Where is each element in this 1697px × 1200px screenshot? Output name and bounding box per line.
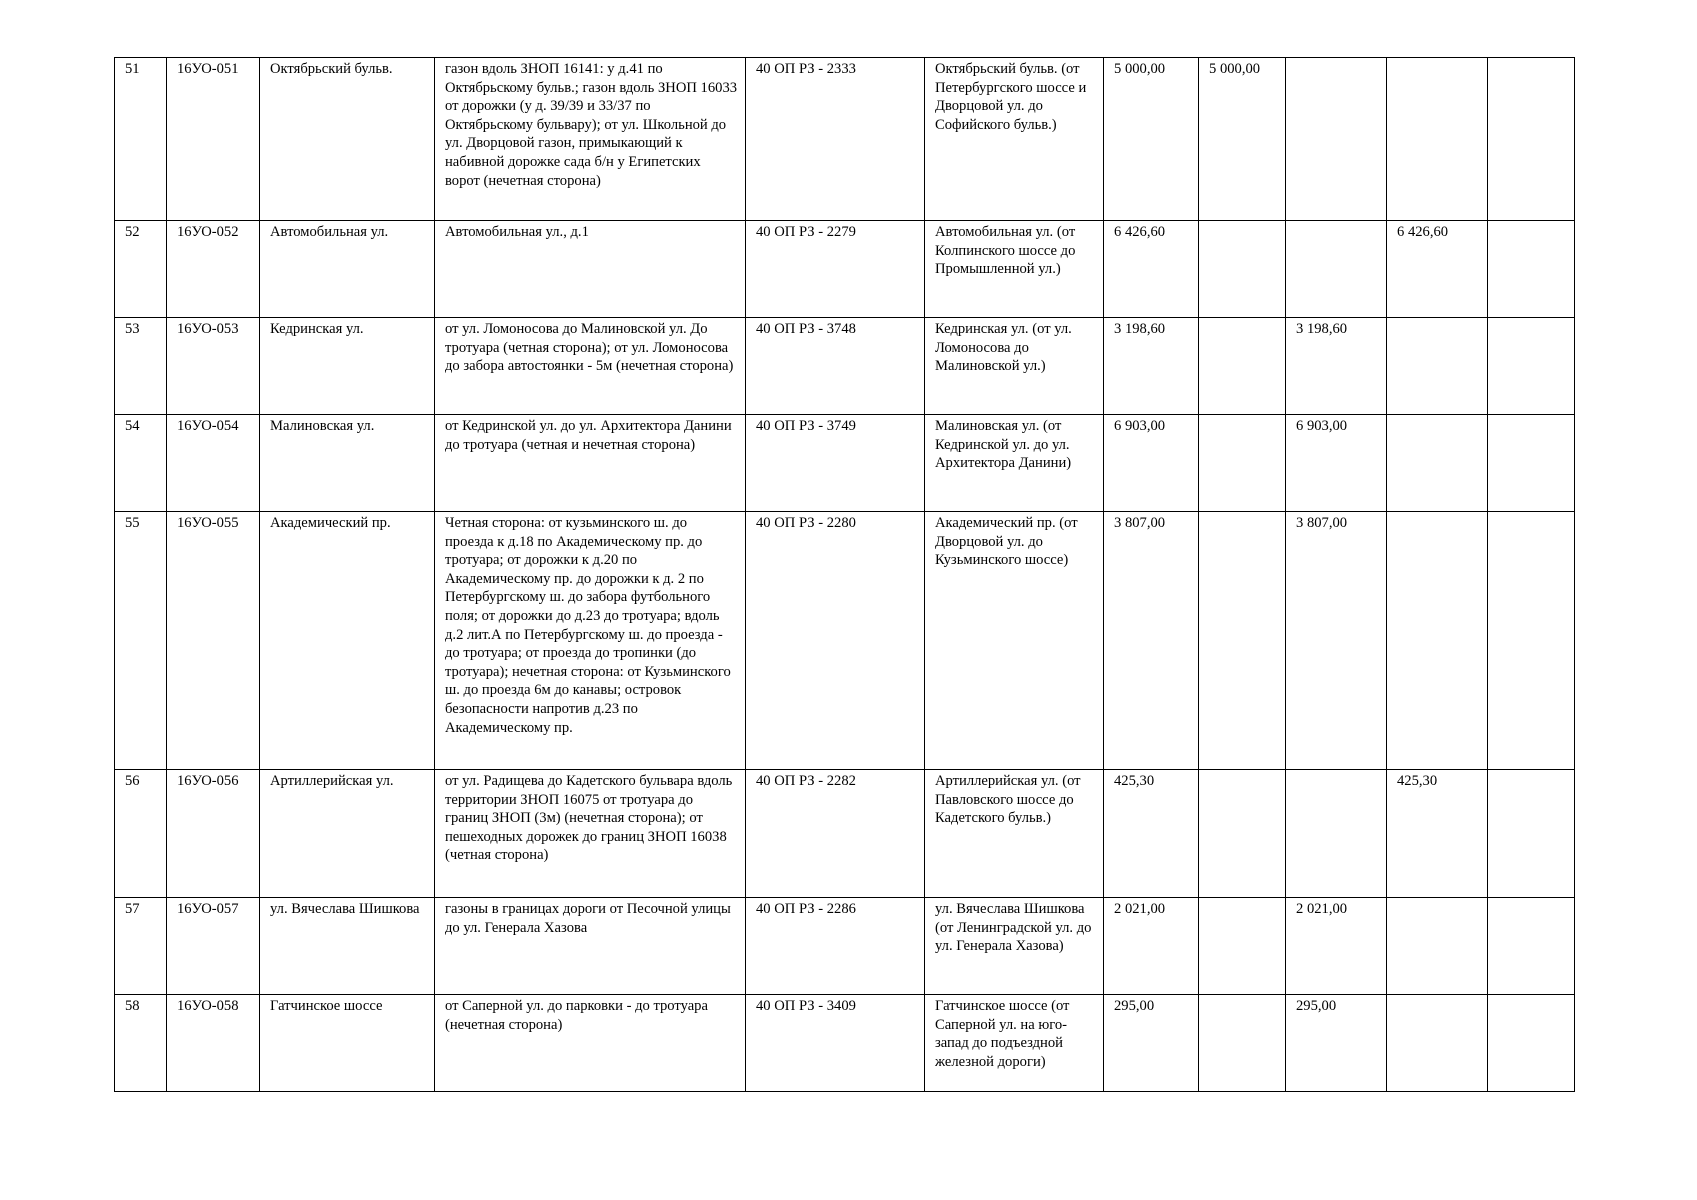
area-total-cell: 6 903,00: [1104, 415, 1199, 512]
area-total-cell: 3 198,60: [1104, 318, 1199, 415]
description-cell: от Кедринской ул. до ул. Архитектора Данини до тротуара (четная и нечетная сторона): [435, 415, 746, 512]
table-row: [115, 898, 1575, 995]
area-total-cell: 295,00: [1104, 995, 1199, 1092]
area-col3-cell: 3 807,00: [1286, 512, 1387, 770]
road-id-cell: 40 ОП РЗ - 2280: [746, 512, 925, 770]
area-col4-cell: [1387, 898, 1488, 995]
area-col3-cell: [1286, 221, 1387, 318]
object-code-cell: 16УО-051: [167, 58, 260, 221]
area-col4-cell: [1387, 58, 1488, 221]
object-code-cell: 16УО-057: [167, 898, 260, 995]
area-col5-cell: [1488, 221, 1575, 318]
table-row: [115, 995, 1575, 1092]
road-id-cell: 40 ОП РЗ - 2282: [746, 770, 925, 898]
area-col5-cell: [1488, 58, 1575, 221]
area-col3-cell: 6 903,00: [1286, 415, 1387, 512]
row-number-cell: 52: [115, 221, 167, 318]
row-number-cell: 55: [115, 512, 167, 770]
road-section-cell: Кедринская ул. (от ул. Ломоносова до Малиновской ул.): [925, 318, 1104, 415]
area-col5-cell: [1488, 770, 1575, 898]
description-cell: от Саперной ул. до парковки - до тротуара (нечетная сторона): [435, 995, 746, 1092]
object-code-cell: 16УО-058: [167, 995, 260, 1092]
row-number-cell: 53: [115, 318, 167, 415]
street-name-cell: Кедринская ул.: [260, 318, 435, 415]
table-row: [115, 58, 1575, 221]
road-section-cell: ул. Вячеслава Шишкова (от Ленинградской ул. до ул. Генерала Хазова): [925, 898, 1104, 995]
object-code-cell: 16УО-055: [167, 512, 260, 770]
row-number-cell: 57: [115, 898, 167, 995]
area-col3-cell: 2 021,00: [1286, 898, 1387, 995]
table-row: [115, 318, 1575, 415]
object-code-cell: 16УО-053: [167, 318, 260, 415]
description-cell: Автомобильная ул., д.1: [435, 221, 746, 318]
road-id-cell: 40 ОП РЗ - 3748: [746, 318, 925, 415]
area-col4-cell: [1387, 318, 1488, 415]
object-code-cell: 16УО-052: [167, 221, 260, 318]
area-total-cell: 2 021,00: [1104, 898, 1199, 995]
description-cell: газоны в границах дороги от Песочной улицы до ул. Генерала Хазова: [435, 898, 746, 995]
table-row: [115, 415, 1575, 512]
area-col4-cell: 425,30: [1387, 770, 1488, 898]
road-section-cell: Гатчинское шоссе (от Саперной ул. на юго-запад до подъездной железной дороги): [925, 995, 1104, 1092]
registry-table: [114, 57, 1575, 1092]
registry-table-body: [115, 58, 1575, 1092]
area-col5-cell: [1488, 318, 1575, 415]
road-section-cell: Автомобильная ул. (от Колпинского шоссе до Промышленной ул.): [925, 221, 1104, 318]
document-page: [114, 57, 1574, 1092]
road-id-cell: 40 ОП РЗ - 3749: [746, 415, 925, 512]
area-col2-cell: [1199, 770, 1286, 898]
area-col2-cell: [1199, 995, 1286, 1092]
area-col2-cell: [1199, 898, 1286, 995]
area-col3-cell: 295,00: [1286, 995, 1387, 1092]
street-name-cell: Гатчинское шоссе: [260, 995, 435, 1092]
area-col5-cell: [1488, 415, 1575, 512]
area-col2-cell: 5 000,00: [1199, 58, 1286, 221]
area-col2-cell: [1199, 221, 1286, 318]
road-section-cell: Академический пр. (от Дворцовой ул. до Кузьминского шоссе): [925, 512, 1104, 770]
area-col3-cell: 3 198,60: [1286, 318, 1387, 415]
area-col2-cell: [1199, 318, 1286, 415]
street-name-cell: Октябрьский бульв.: [260, 58, 435, 221]
row-number-cell: 58: [115, 995, 167, 1092]
object-code-cell: 16УО-054: [167, 415, 260, 512]
street-name-cell: ул. Вячеслава Шишкова: [260, 898, 435, 995]
object-code-cell: 16УО-056: [167, 770, 260, 898]
road-id-cell: 40 ОП РЗ - 2286: [746, 898, 925, 995]
area-total-cell: 5 000,00: [1104, 58, 1199, 221]
description-cell: газон вдоль ЗНОП 16141: у д.41 по Октябрьскому бульв.; газон вдоль ЗНОП 16033 от дорожки (у д. 39/39 и 33/37 по Октябрьскому бульвару); от ул. Школьной до ул. Дворцовой газон, примыкающий к набивной дорожке сада б/н у Египетских ворот (нечетная сторона): [435, 58, 746, 221]
area-col5-cell: [1488, 898, 1575, 995]
area-col3-cell: [1286, 58, 1387, 221]
road-section-cell: Артиллерийская ул. (от Павловского шоссе до Кадетского бульв.): [925, 770, 1104, 898]
road-section-cell: Октябрьский бульв. (от Петербургского шоссе и Дворцовой ул. до Софийского бульв.): [925, 58, 1104, 221]
area-col5-cell: [1488, 512, 1575, 770]
row-number-cell: 54: [115, 415, 167, 512]
road-id-cell: 40 ОП РЗ - 2279: [746, 221, 925, 318]
row-number-cell: 51: [115, 58, 167, 221]
area-col3-cell: [1286, 770, 1387, 898]
row-number-cell: 56: [115, 770, 167, 898]
street-name-cell: Автомобильная ул.: [260, 221, 435, 318]
area-col4-cell: [1387, 995, 1488, 1092]
street-name-cell: Артиллерийская ул.: [260, 770, 435, 898]
area-col4-cell: 6 426,60: [1387, 221, 1488, 318]
area-total-cell: 6 426,60: [1104, 221, 1199, 318]
street-name-cell: Академический пр.: [260, 512, 435, 770]
table-row: [115, 770, 1575, 898]
area-col2-cell: [1199, 415, 1286, 512]
area-col5-cell: [1488, 995, 1575, 1092]
table-row: [115, 512, 1575, 770]
area-total-cell: 3 807,00: [1104, 512, 1199, 770]
area-col4-cell: [1387, 512, 1488, 770]
description-cell: от ул. Радищева до Кадетского бульвара вдоль территории ЗНОП 16075 от тротуара до границ ЗНОП (3м) (нечетная сторона); от пешеходных дорожек до границ ЗНОП 16038 (четная сторона): [435, 770, 746, 898]
area-col2-cell: [1199, 512, 1286, 770]
road-id-cell: 40 ОП РЗ - 2333: [746, 58, 925, 221]
table-row: [115, 221, 1575, 318]
street-name-cell: Малиновская ул.: [260, 415, 435, 512]
area-total-cell: 425,30: [1104, 770, 1199, 898]
road-section-cell: Малиновская ул. (от Кедринской ул. до ул. Архитектора Данини): [925, 415, 1104, 512]
area-col4-cell: [1387, 415, 1488, 512]
description-cell: от ул. Ломоносова до Малиновской ул. До тротуара (четная сторона); от ул. Ломоносова до забора автостоянки - 5м (нечетная сторона): [435, 318, 746, 415]
road-id-cell: 40 ОП РЗ - 3409: [746, 995, 925, 1092]
description-cell: Четная сторона: от кузьминского ш. до проезда к д.18 по Академическому пр. до тротуара; от дорожки к д.20 по Академическому пр. до дорожки к д. 2 по Петербургскому ш. до забора футбольного поля; от дорожки до д.23 до тротуара; вдоль д.2 лит.А по Петербургскому ш. до проезда - до тротуара; от проезда до тропинки (до тротуара); нечетная сторона: от Кузьминского ш. до проезда 6м до канавы; островок безопасности напротив д.23 по Академическому пр.: [435, 512, 746, 770]
